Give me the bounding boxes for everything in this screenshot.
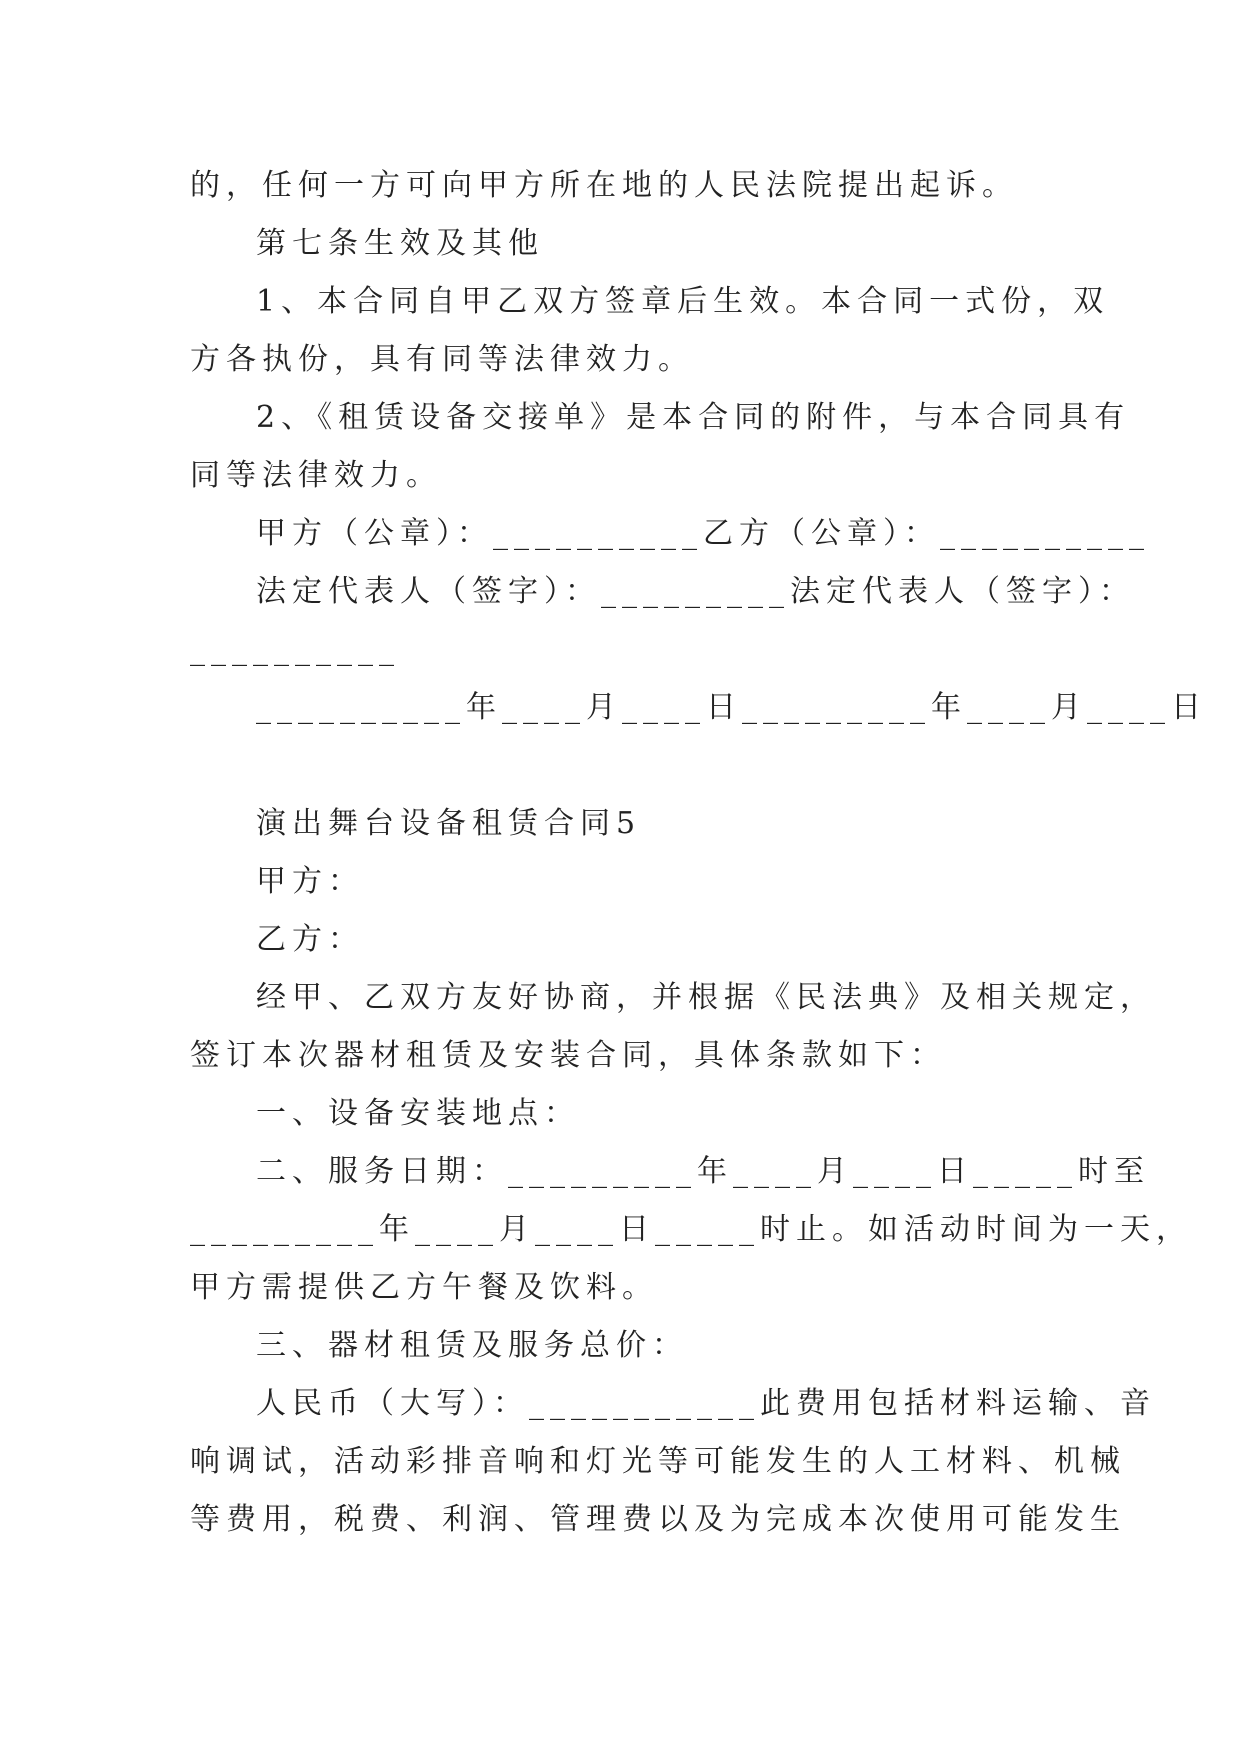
- clause-heading: 一、设备安装地点：: [256, 1096, 580, 1131]
- section-heading: 第七条生效及其他: [256, 226, 544, 261]
- body-line: 签订本次器材租赁及安装合同，具体条款如下：: [190, 1038, 946, 1073]
- body-line: 的，任何一方可向甲方所在地的人民法院提出起诉。: [190, 168, 1018, 203]
- contract-title: 演出舞台设备租赁合同5: [256, 806, 642, 841]
- signature-line: 甲方（公章）：__________乙方（公章）：__________: [256, 516, 1150, 551]
- party-b-line: 乙方：: [256, 922, 364, 957]
- clause-heading: 二、服务日期：_________年____月____日_____时至: [256, 1154, 1150, 1189]
- body-line: 同等法律效力。: [190, 458, 442, 493]
- body-line: 方各执份，具有同等法律效力。: [190, 342, 694, 377]
- body-line: 甲方需提供乙方午餐及饮料。: [190, 1270, 658, 1305]
- body-line: 经甲、乙双方友好协商，并根据《民法典》及相关规定，: [256, 980, 1156, 1015]
- body-line: _________年____月____日_____时止。如活动时间为一天，: [190, 1212, 1192, 1247]
- party-a-line: 甲方：: [256, 864, 364, 899]
- body-line: 2、《租赁设备交接单》是本合同的附件，与本合同具有: [256, 400, 1131, 435]
- signature-line: 法定代表人（签字）：_________法定代表人（签字）：: [256, 574, 1135, 609]
- signature-blank: __________: [190, 632, 400, 667]
- body-line: 人民币（大写）：___________此费用包括材料运输、音: [256, 1386, 1156, 1421]
- clause-heading: 三、器材租赁及服务总价：: [256, 1328, 688, 1363]
- body-line: 响调试，活动彩排音响和灯光等可能发生的人工材料、机械: [190, 1444, 1126, 1479]
- date-line: __________年____月____日_________年____月____日: [256, 690, 1207, 725]
- body-line: 等费用，税费、利润、管理费以及为完成本次使用可能发生: [190, 1502, 1126, 1537]
- body-line: 1、本合同自甲乙双方签章后生效。本合同一式份，双: [256, 284, 1110, 319]
